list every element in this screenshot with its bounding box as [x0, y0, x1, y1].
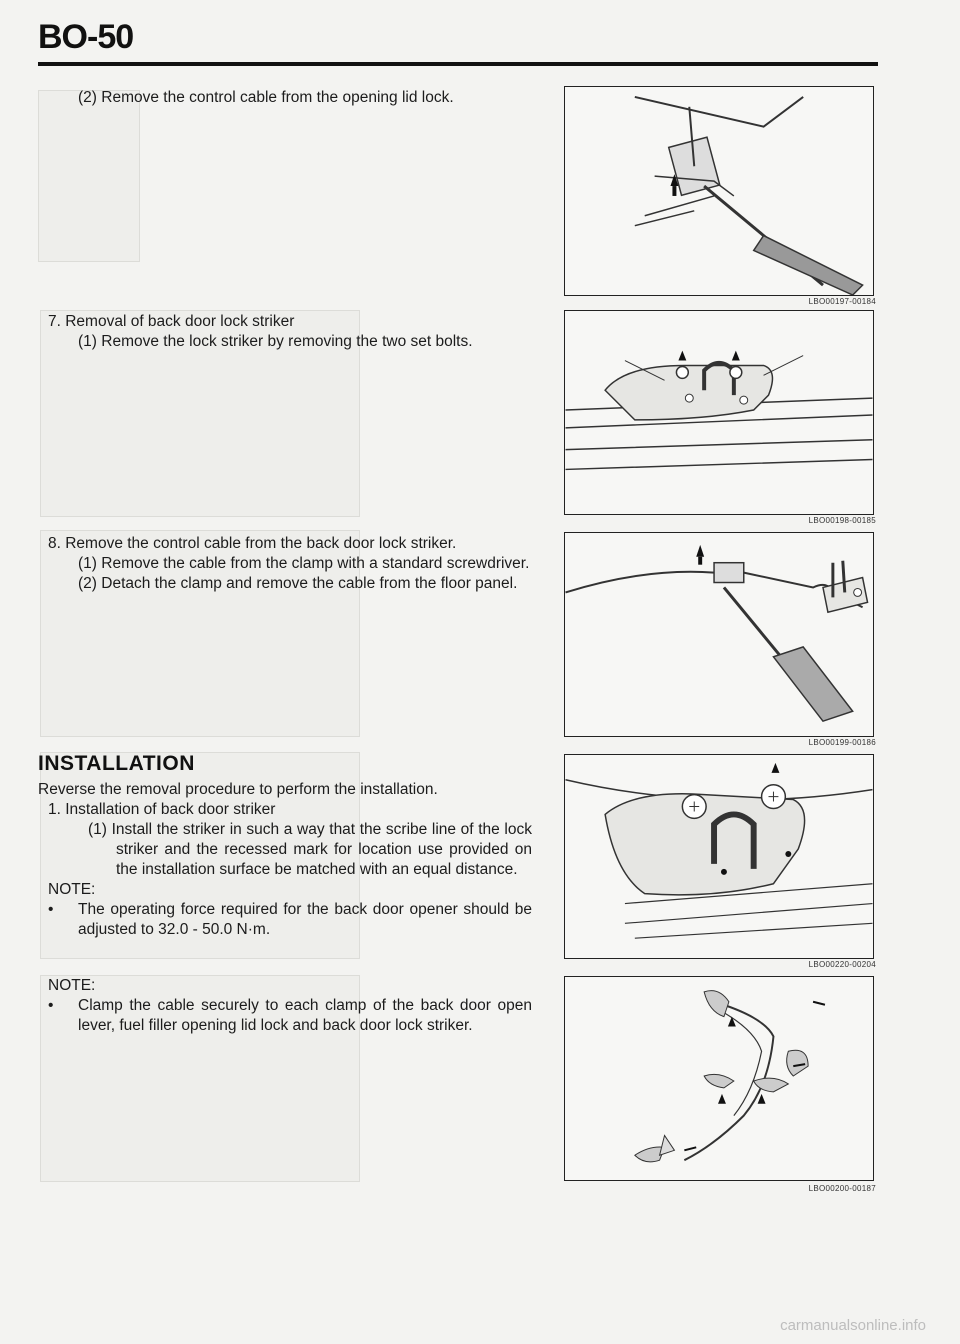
step-8-sub-1: (1) Remove the cable from the clamp with a standard screwdriver. — [78, 555, 530, 572]
figure-3-id: LBO00199-00186 — [808, 738, 876, 747]
cable-routing-illustration — [565, 977, 873, 1180]
note-1-label: NOTE: — [48, 881, 96, 898]
note-2-label: NOTE: — [48, 977, 96, 994]
step-6-sub-2: (2) Remove the control cable from the opening lid lock. — [78, 89, 454, 106]
installation-intro: Reverse the removal procedure to perform the installation. — [38, 781, 438, 798]
figure-1-id: LBO00197-00184 — [808, 297, 876, 306]
step-8-title: 8. Remove the control cable from the back door lock striker. — [48, 535, 457, 552]
figure-cable-routing — [564, 976, 874, 1181]
cable-clamp-illustration — [565, 533, 873, 736]
figure-5-id: LBO00200-00187 — [808, 1184, 876, 1193]
step-6-block — [38, 88, 538, 108]
step-8-sub-2: (2) Detach the clamp and remove the cable from the floor panel. — [78, 575, 518, 592]
note-1-bullet: • The operating force required for the back door opener should be adjusted to 32.0 - 50.0 N·m. — [38, 900, 532, 940]
figure-2-id: LBO00198-00185 — [808, 516, 876, 525]
lock-striker-illustration — [565, 311, 873, 514]
note-2-bullet: • Clamp the cable securely to each clamp of the back door open lever, fuel filler opening lid lock and back door lock striker. — [38, 996, 532, 1036]
figure-4-id: LBO00220-00204 — [808, 960, 876, 969]
cable-lid-lock-illustration — [565, 87, 873, 295]
figure-cable-lid-lock — [564, 86, 874, 296]
installation-title: INSTALLATION — [38, 752, 195, 775]
figure-lock-striker-bolts — [564, 310, 874, 515]
note-2-block — [38, 976, 532, 1036]
page-code: BO-50 — [38, 18, 134, 56]
bleed-through-panel — [38, 90, 140, 262]
step-7-sub-1: (1) Remove the lock striker by removing the two set bolts. — [78, 333, 473, 350]
watermark-text: carmanualsonline.info — [780, 1317, 926, 1334]
figure-cable-clamp — [564, 532, 874, 737]
step-7-block — [38, 312, 538, 352]
header-rule — [38, 62, 878, 66]
step-8-block — [38, 534, 532, 594]
install-step-1-title: 1. Installation of back door striker — [48, 801, 276, 818]
installation-block — [38, 780, 532, 940]
step-7-title: 7. Removal of back door lock striker — [48, 313, 295, 330]
install-step-1-sub-1: (1) Install the striker in such a way that the scribe line of the lock striker and the recessed mark for location use provided on the installation surface be matched with an equal distance. — [88, 821, 532, 878]
striker-installation-illustration — [565, 755, 873, 958]
figure-striker-installation — [564, 754, 874, 959]
